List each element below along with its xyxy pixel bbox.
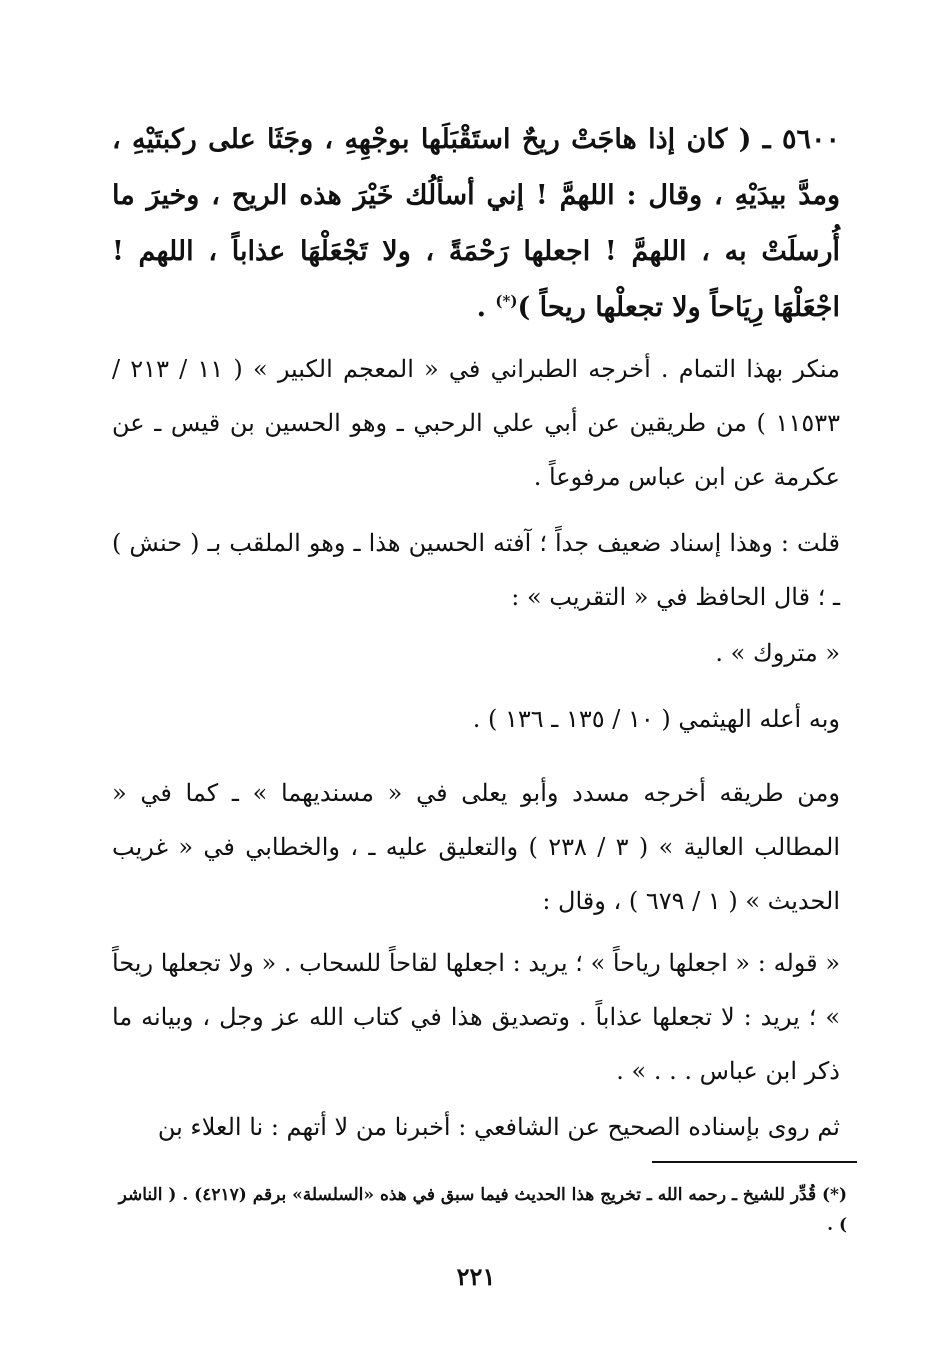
footnote-divider	[652, 1161, 857, 1163]
hadith-text	[112, 112, 840, 336]
page-number: ٢٢١	[456, 1262, 496, 1291]
paragraph-khattabi-quote: « قوله : « اجعلها رياحاً » ؛ يريد : اجعلها لقاحاً للسحاب . « ولا تجعلها ريحاً » ؛ يريد : لا تجعلها عذاباً . وتصديق هذا في كتاب الله عز وجل ، وبيانه ما ذكر ابن عباس . . . » .	[112, 949, 840, 1085]
paragraph-takhrij: منكر بهذا التمام . أخرجه الطبراني في « المعجم الكبير » ( ١١ / ٢١٣ / ١١٥٣٣ ) من طريقين عن أبي علي الرحبي ـ وهو الحسين بن قيس ـ عن عكرمة عن ابن عباس مرفوعاً .	[112, 355, 840, 491]
paragraph-isnad-weakness: قلت : وهذا إسناد ضعيف جداً ؛ آفته الحسين هذا ـ وهو الملقب بـ ( حنش ) ـ ؛ قال الحافظ في « التقريب » :	[112, 529, 840, 611]
footnote: (*) قُدِّر للشيخ ـ رحمه الله ـ تخريج هذا الحديث فيما سبق في هذه «السلسلة» برقم (٤٢١٧) . ( الناشر ) .	[118, 1185, 847, 1235]
paragraph-other-sources: ومن طريقه أخرجه مسدد وأبو يعلى في « مسنديهما » ـ كما في « المطالب العالية » ( ٣ / ٢٣٨ ) والتعليق عليه ـ ، والخطابي في « غريب الحديث » ( ١ / ٦٧٩ ) ، وقال :	[112, 779, 840, 915]
paragraph-shafii: ثم روى بإسناده الصحيح عن الشافعي : أخبرنا من لا أتهم : نا العلاء بن	[157, 1113, 840, 1141]
footnote-marker: (*)	[495, 292, 518, 310]
paragraph-haythami: وبه أعله الهيثمي ( ١٠ / ١٣٥ ـ ١٣٦ ) .	[472, 705, 840, 733]
hadith-body: ٥٦٠٠ ـ ( كان إذا هاجَتْ ريحٌ استَقْبَلَها بوجْهِهِ ، وجَثَا على ركبتَيْهِ ، ومدَّ بيدَيْهِ ، وقال : اللهمَّ ! إني أسألُك خَيْرَ هذه الريح ، وخيرَ ما أُرسلَتْ به ، اللهمَّ ! اجعلها رَحْمَةً ، ولا تَجْعَلْهَا عذاباً ، اللهم ! اجْعَلْهَا رِيَاحاً ولا تجعلْها ريحاً )	[112, 124, 840, 323]
hadith-end: .	[476, 292, 496, 323]
paragraph-quote-matruk: « متروك » .	[715, 639, 840, 667]
